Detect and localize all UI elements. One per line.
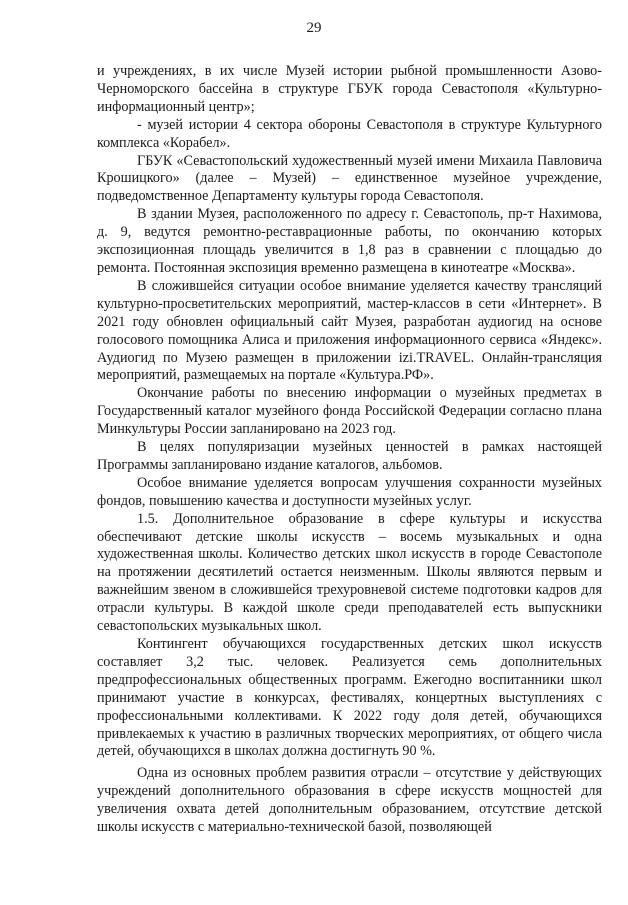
paragraph-students-contingent: Контингент обучающихся государственных детских школ искусств составляет 3,2 тыс. человек. Реализуется семь дополнительных предпрофессиональных общественных программ. Ежегодно воспитанники школ принимают участие в конкурсах, фестивалях, концертных выступлениях с профессиональными коллективами. К 2022 году доля детей, обучающихся привлекаемых к участию в различных творческих мероприятиях, от общего числа детей, обучающихся в школах должна достигнуть 90 %. — [97, 636, 602, 760]
paragraph-museum-4th-sector: - музей истории 4 сектора обороны Севастополя в структуре Культурного комплекса «Корабел». — [97, 116, 602, 151]
page-number: 29 — [306, 20, 322, 36]
paragraph-additional-education: 1.5. Дополнительное образование в сфере культуры и искусства обеспечивают детские школы искусств – восемь музыкальных и одна художественная школы. Количество детских школ искусств в городе Севастополе на протяжении десятилетий остается неизменным. Школы являются первым и важнейшим звеном в сложившейся трехуровневой системе подготовки кадров для отрасли культуры. В каждой школе среди преподавателей есть выпускники севастопольских музыкальных школ. — [97, 510, 602, 635]
document-body — [97, 63, 602, 837]
paragraph-main-problems: Одна из основных проблем развития отрасли – отсутствие у действующих учреждений дополнительного образования в сфере искусств мощностей для увеличения охвата детей дополнительным образованием, отсутствие детской школы искусств с материально-технической базой, позволяющей — [97, 765, 602, 836]
paragraph-museum-funds-preservation: Особое внимание уделяется вопросам улучшения сохранности музейных фондов, повышению качества и доступности музейных услуг. — [97, 474, 602, 509]
paragraph-museums-list-continuation: и учреждениях, в их числе Музей истории рыбной промышленности Азово-Черноморского бассейна в структуре ГБУК города Севастополя «Культурно-информационный центр»; — [97, 63, 602, 115]
paragraph-state-catalog: Окончание работы по внесению информации о музейных предметах в Государственный каталог музейного фонда Российской Федерации согласно плана Минкультуры России запланировано на 2023 год. — [97, 385, 602, 438]
paragraph-museum-renovation: В здании Музея, расположенного по адресу г. Севастополь, пр-т Нахимова, д. 9, ведутся ремонтно-реставрационные работы, по окончанию которых экспозиционная площадь увеличится в 1,8 раз в сравнении с площадью до ремонта. Постоянная экспозиция временно размещена в кинотеатре «Москва». — [97, 206, 602, 276]
paragraph-art-museum: ГБУК «Севастопольский художественный музей имени Михаила Павловича Крошицкого» (далее – Музей) – единственное музейное учреждение, подведомственное Департаменту культуры города Севастополя. — [97, 152, 602, 205]
paragraph-catalog-publishing: В целях популяризации музейных ценностей в рамках настоящей Программы запланировано издание каталогов, альбомов. — [97, 439, 602, 473]
paragraph-online-broadcasts: В сложившейся ситуации особое внимание уделяется качеству трансляций культурно-просветительских мероприятий, мастер-классов в сети «Интернет». В 2021 году обновлен официальный сайт Музея, разработан аудиогид на основе голосового помощника Алиса и приложения информационного сервиса «Яндекс». Аудиогид по Музею размещен в приложении izi.TRAVEL. Онлайн-трансляция мероприятий, размещаемых на портале «Культура.РФ». — [97, 277, 602, 384]
